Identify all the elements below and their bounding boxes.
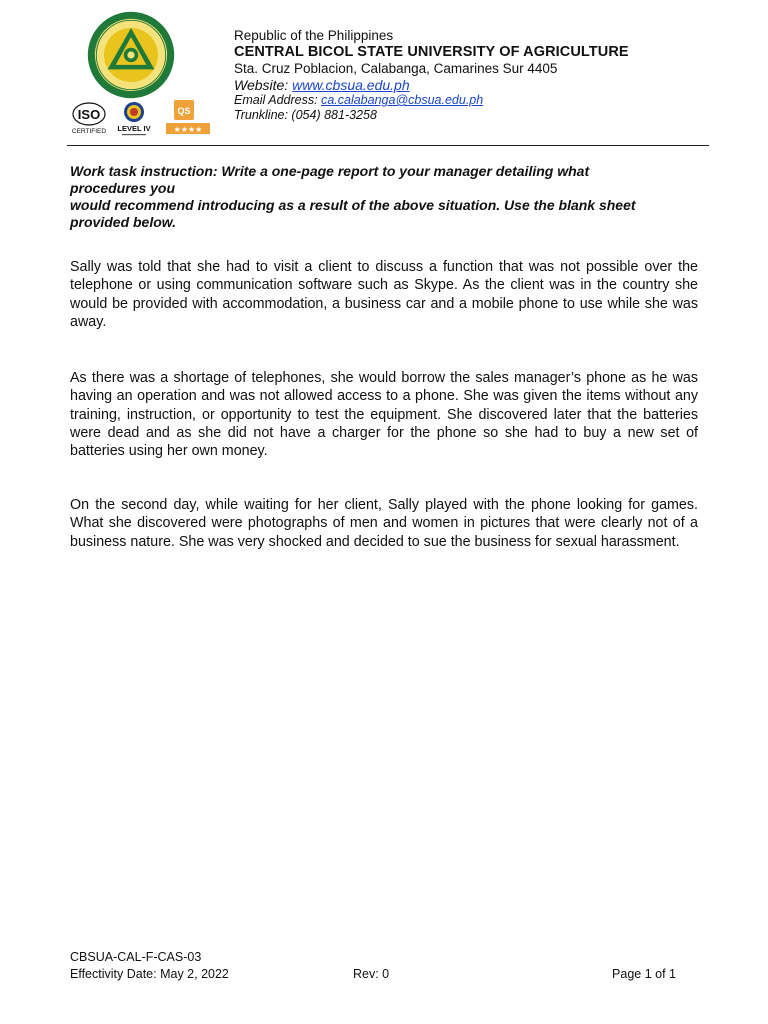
qs-stars-badge (166, 100, 210, 136)
website-line (234, 77, 704, 93)
country-line: Republic of the Philippines (234, 28, 394, 43)
instruction-line: provided below. (70, 214, 177, 230)
trunkline-line: Trunkline: (054) 881-3258 (234, 108, 377, 122)
address-line: Sta. Cruz Poblacion, Calabanga, Camarines Sur 4405 (234, 61, 558, 76)
email-label: Email Address: (234, 93, 322, 107)
instruction-line: would recommend introducing as a result of the above situation. Use the blank sheet (70, 197, 636, 213)
letterhead (234, 28, 704, 123)
effectivity-date: Effectivity Date: May 2, 2022 (70, 967, 229, 981)
email-line (234, 93, 704, 108)
revision-number: Rev: 0 (353, 967, 390, 981)
iso-badge-text: ISO (77, 107, 101, 122)
qs-stars-text: ★★★★ (173, 125, 203, 134)
instruction-line: procedures you (70, 180, 176, 196)
footer-row (70, 966, 676, 983)
iso-certified-text: CERTIFIED (71, 128, 107, 135)
scenario-paragraph-3: On the second day, while waiting for her client, Sally played with the phone looking for games. What she discovered were photographs of men and women in pictures that were clearly not of a business nature. She was very shocked and decided to sue the business for sexual harassment. (70, 497, 698, 550)
accreditation-badges (71, 100, 216, 140)
website-label: Website: (234, 77, 293, 93)
university-seal-logo (86, 10, 176, 100)
email-link[interactable]: ca.calabanga@cbsua.edu.ph (321, 93, 484, 107)
instruction-line: Work task instruction: Write a one-page report to your manager detailing what (70, 163, 590, 179)
work-task-instruction (70, 163, 710, 231)
iso-certified-badge (71, 100, 107, 136)
scenario-paragraph-2: As there was a shortage of telephones, she would borrow the sales manager’s phone as he was having an operation and was not allowed access to a phone. She was given the items without any training, instruction, or opportunity to test the equipment. She discovered later that the batteries were dead and as she did not have a charger for the phone so she had to buy a new set of batteries using her own money. (70, 370, 698, 460)
scenario-paragraph-1: Sally was told that she had to visit a client to discuss a function that was not possible over the telephone or using communication software such as Skype. As the client was in the country she would be provided with accommodation, a business car and a mobile phone to use while she was away. (70, 259, 698, 330)
level-iv-badge (116, 100, 152, 138)
level-iv-text: LEVEL IV (117, 124, 151, 133)
website-link[interactable]: www.cbsua.edu.ph (292, 77, 410, 93)
page-number: Page 1 of 1 (612, 967, 676, 981)
university-name: CENTRAL BICOL STATE UNIVERSITY OF AGRICULTURE (234, 44, 629, 60)
form-code: CBSUA-CAL-F-CAS-03 (70, 950, 202, 964)
header-divider (67, 145, 709, 146)
document-footer (70, 949, 676, 983)
qs-badge-text: QS (177, 106, 191, 116)
